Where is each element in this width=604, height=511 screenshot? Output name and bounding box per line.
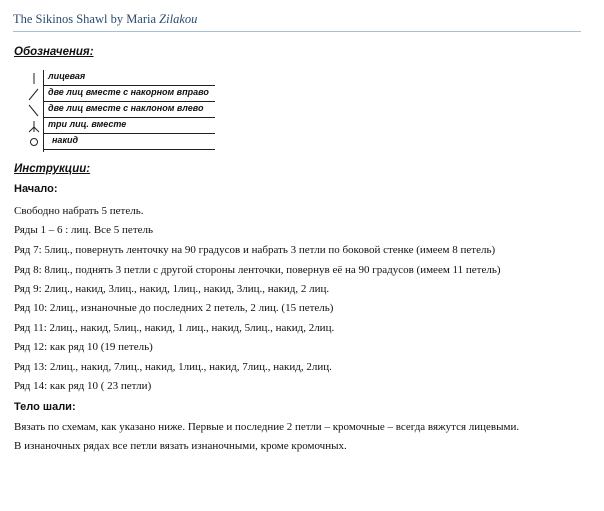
legend-row-knit [24,70,215,86]
knit-symbol-icon [24,70,43,86]
author-surname: Zilakou [156,12,198,26]
instruction-line: Ряд 10: 2лиц., изнаночные до последних 2 петель, 2 лиц. (15 петель) [14,302,334,314]
instruction-line: Ряд 14: как ряд 10 ( 23 петли) [14,380,152,392]
instruction-line: Свободно набрать 5 петель. [14,205,144,217]
document-header [13,9,581,32]
yarn-over-symbol-icon [24,134,43,150]
legend-label: две лиц вместе с наклоном влево [48,103,204,113]
legend-label: три лиц. вместе [48,119,127,129]
legend-heading: Обозначения: [14,46,94,58]
start-heading: Начало: [14,183,58,195]
document-title [13,12,197,27]
instruction-line: Ряд 8: 8лиц., поднять 3 петли с другой стороны ленточки, повернув её на 90 градусов (имеем 11 петель) [14,264,501,276]
instruction-line: Ряды 1 – 6 : лиц. Все 5 петель [14,224,154,236]
instruction-line: Ряд 13: 2лиц., накид, 7лиц., накид, 1лиц., накид, 7лиц., накид, 2лиц. [14,361,332,373]
legend-row-yarn-over [24,134,215,150]
triple-decrease-symbol-icon [24,118,43,134]
instruction-line: Ряд 11: 2лиц., накид, 5лиц., накид, 1 лиц., накид, 5лиц., накид, 2лиц. [14,322,335,334]
legend-row-triple-decrease [24,118,215,134]
legend-row-left-decrease [24,102,215,118]
right-decrease-symbol-icon [24,86,43,102]
body-line: Вязать по схемам, как указано ниже. Первые и последние 2 петли – кромочные – всегда вяжутся лицевыми. [14,421,520,433]
instruction-line: Ряд 7: 5лиц., повернуть ленточку на 90 градусов и набрать 3 петли по боковой стенке (имеем 8 петель) [14,244,496,256]
symbol-legend [24,70,215,152]
legend-row-right-decrease [24,86,215,102]
legend-label: лицевая [48,71,86,81]
instructions-heading: Инструкции: [14,163,91,175]
body-heading: Тело шали: [14,401,76,413]
body-line: В изнаночных рядах все петли вязать изнаночными, кроме кромочных. [14,440,347,452]
title-text: The Sikinos Shawl by Maria [13,12,157,26]
left-decrease-symbol-icon [24,102,43,118]
instruction-line: Ряд 12: как ряд 10 (19 петель) [14,341,153,353]
legend-label: накид [52,135,79,145]
instruction-line: Ряд 9: 2лиц., накид, 3лиц., накид, 1лиц., накид, 3лиц., накид, 2 лиц. [14,283,330,295]
legend-label: две лиц вместе с накорном вправо [48,87,209,97]
